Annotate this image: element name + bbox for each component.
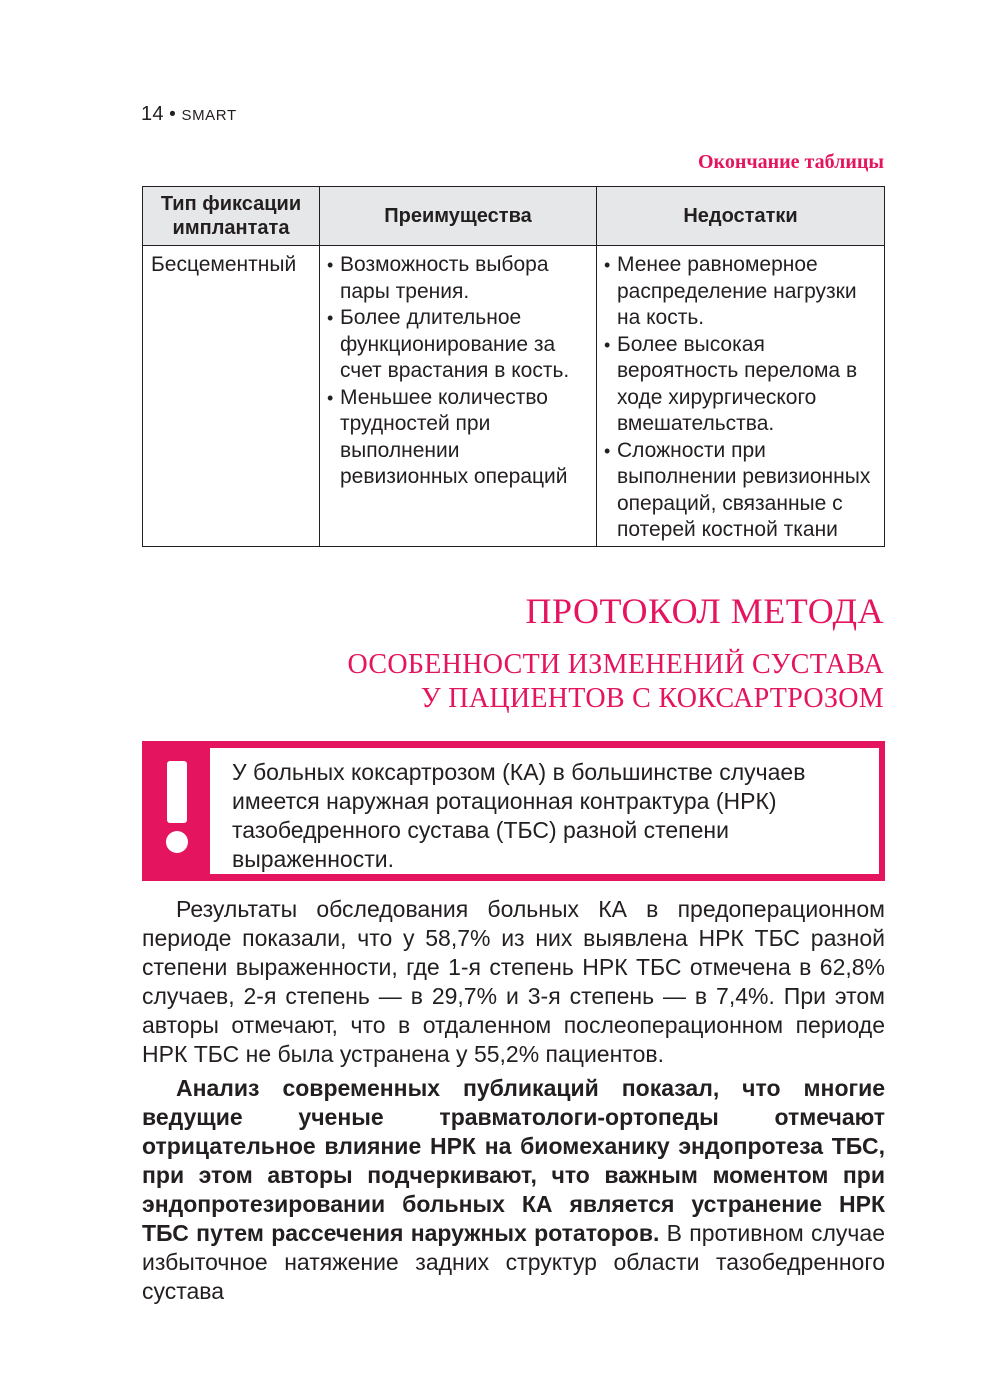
list-item: • Менее равномерное распределение нагрузки на кость. bbox=[603, 252, 878, 332]
table-row bbox=[143, 246, 885, 547]
list-item: • Сложности при выполнении ревизионных операций, связанные с потерей костной ткани bbox=[603, 438, 878, 544]
bold-statement: Анализ современных публикаций показал, что многие ведущие ученые травматологи-ортопеды отмечают отрицательное влияние НРК на биомеханику эндопротеза ТБС, при этом авторы подчеркивают, что важным моментом при эндопротезировании больных КА является устранение НРК ТБС путем рассечения наружных ротаторов. bbox=[142, 1075, 885, 1246]
page-header bbox=[141, 103, 237, 126]
column-header-disadvantages: Недостатки bbox=[597, 187, 885, 246]
disadvantages-list bbox=[603, 252, 878, 544]
note-text: У больных коксартрозом (КА) в большинстве случаев имеется наружная ротационная контрактура (НРК) тазобедренного сустава (ТБС) разной степени выраженности. bbox=[210, 748, 879, 874]
body-text bbox=[142, 895, 885, 1311]
section-subtitle bbox=[184, 648, 884, 716]
series-brand: SMART bbox=[181, 107, 237, 124]
list-item: • Возможность выбора пары трения. bbox=[326, 252, 590, 305]
cell-fixation-type: Бесцементный bbox=[143, 246, 320, 547]
subtitle-line: У ПАЦИЕНТОВ С КОКСАРТРОЗОМ bbox=[420, 683, 884, 714]
paragraph-continuation: В противном случае избыточное натяжение задних структур области тазобедренного сустава bbox=[142, 1220, 886, 1304]
paragraph bbox=[142, 1074, 885, 1306]
list-item: • Меньшее количество трудностей при выполнении ревизионных операций bbox=[326, 385, 590, 491]
list-item: • Более высокая вероятность перелома в ходе хирургического вмешательства. bbox=[603, 332, 878, 438]
table-caption: Окончание таблицы bbox=[698, 151, 884, 173]
cell-disadvantages bbox=[597, 246, 885, 547]
important-note-box bbox=[142, 741, 885, 881]
section-title: ПРОТОКОЛ МЕТОДА bbox=[525, 591, 884, 631]
implant-fixation-table bbox=[142, 186, 885, 547]
paragraph: Результаты обследования больных КА в предоперационном периоде показали, что у 58,7% из них выявлена НРК ТБС разной степени выраженности, где 1-я степень НРК ТБС отмечена в 62,8% случаев, 2-я степень — в 29,7% и 3-я степень — в 7,4%. При этом авторы отмечают, что в отдаленном послеоперационном периоде НРК ТБС не была устранена у 55,2% пациентов. bbox=[142, 896, 885, 1067]
column-header-type: Тип фиксации имплантата bbox=[143, 187, 320, 246]
page-number: 14 bbox=[141, 103, 164, 125]
cell-advantages bbox=[320, 246, 597, 547]
subtitle-line: ОСОБЕННОСТИ ИЗМЕНЕНИЙ СУСТАВА bbox=[347, 649, 884, 680]
list-item: • Более длительное функционирование за счет врастания в кость. bbox=[326, 305, 590, 385]
column-header-advantages: Преимущества bbox=[320, 187, 597, 246]
exclamation-icon bbox=[164, 761, 190, 861]
advantages-list bbox=[326, 252, 590, 491]
header-separator: • bbox=[169, 104, 176, 125]
table-header-row bbox=[143, 187, 885, 246]
